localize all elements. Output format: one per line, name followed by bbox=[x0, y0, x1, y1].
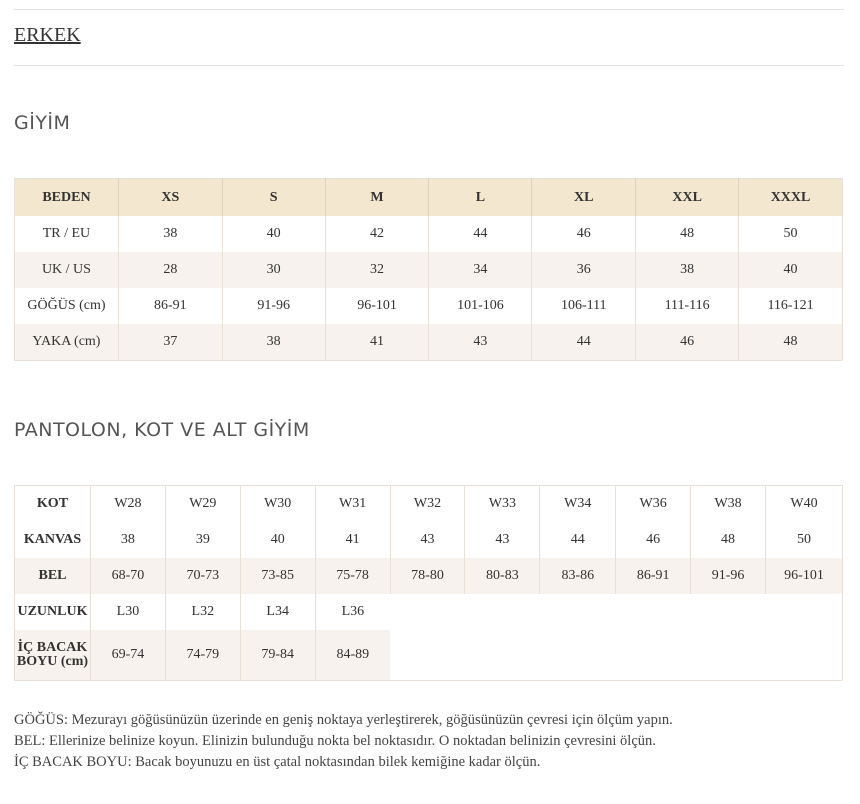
column-header: S bbox=[222, 179, 325, 217]
row-label-line: BOYU (cm) bbox=[16, 654, 89, 669]
table-header-row bbox=[15, 179, 843, 217]
table-cell: 96-101 bbox=[325, 288, 429, 324]
table-cell: 50 bbox=[766, 522, 843, 558]
table-cell: 50 bbox=[739, 216, 843, 252]
column-header: L bbox=[429, 179, 532, 217]
table-cell: 44 bbox=[429, 216, 532, 252]
table-row bbox=[15, 522, 843, 558]
table-cell: W34 bbox=[540, 486, 616, 523]
row-label-line: İÇ BACAK bbox=[17, 640, 88, 655]
table-cell: 30 bbox=[222, 252, 325, 288]
note-line: BEL: Ellerinize belinize koyun. Elinizin bulunduğu nokta bel noktasıdır. O noktadan belinizin çevresini ölçün. bbox=[14, 733, 656, 749]
table-cell: W30 bbox=[240, 486, 315, 523]
table-cell: W36 bbox=[616, 486, 691, 523]
row-label: UK / US bbox=[15, 252, 119, 288]
gender-heading[interactable]: ERKEK bbox=[14, 24, 81, 46]
table-cell: 38 bbox=[222, 324, 325, 361]
table-cell: W28 bbox=[90, 486, 165, 523]
table-row bbox=[15, 558, 843, 594]
pants-section-title: PANTOLON, KOT VE ALT GİYİM bbox=[14, 419, 310, 441]
table-cell: 46 bbox=[636, 324, 739, 361]
column-header: XXL bbox=[636, 179, 739, 217]
table-row bbox=[15, 324, 843, 361]
clothing-size-table bbox=[14, 178, 843, 361]
column-header: XXXL bbox=[739, 179, 843, 217]
table-cell: 43 bbox=[390, 522, 465, 558]
table-row bbox=[15, 252, 843, 288]
table-cell: 32 bbox=[325, 252, 429, 288]
row-label: BEL bbox=[15, 558, 91, 594]
table-cell: 73-85 bbox=[240, 558, 315, 594]
table-cell: 80-83 bbox=[465, 558, 540, 594]
table-cell: 36 bbox=[532, 252, 636, 288]
table-cell: 101-106 bbox=[429, 288, 532, 324]
row-label bbox=[15, 630, 91, 681]
empty-cell bbox=[390, 594, 842, 630]
table-cell: 68-70 bbox=[90, 558, 165, 594]
empty-cell bbox=[390, 630, 842, 681]
column-header: M bbox=[325, 179, 429, 217]
top-divider bbox=[14, 9, 844, 10]
table-cell: 40 bbox=[240, 522, 315, 558]
row-label: GÖĞÜS (cm) bbox=[15, 288, 119, 324]
column-header: XL bbox=[532, 179, 636, 217]
table-cell: 86-91 bbox=[616, 558, 691, 594]
column-header: XS bbox=[118, 179, 222, 217]
table-cell: 37 bbox=[118, 324, 222, 361]
table-cell: 41 bbox=[325, 324, 429, 361]
table-cell: 91-96 bbox=[222, 288, 325, 324]
table-cell: 44 bbox=[532, 324, 636, 361]
table-cell: W38 bbox=[691, 486, 766, 523]
table-cell: 48 bbox=[636, 216, 739, 252]
table-cell: 91-96 bbox=[691, 558, 766, 594]
table-cell: W33 bbox=[465, 486, 540, 523]
table-cell: L36 bbox=[315, 594, 390, 630]
table-cell: L34 bbox=[240, 594, 315, 630]
table-cell: 48 bbox=[739, 324, 843, 361]
table-row bbox=[15, 594, 843, 630]
row-label: TR / EU bbox=[15, 216, 119, 252]
table-cell: 96-101 bbox=[766, 558, 843, 594]
table-cell: 116-121 bbox=[739, 288, 843, 324]
table-cell: 43 bbox=[429, 324, 532, 361]
table-cell: 79-84 bbox=[240, 630, 315, 681]
row-label: UZUNLUK bbox=[15, 594, 91, 630]
clothing-section-title: GİYİM bbox=[14, 112, 71, 134]
table-cell: 48 bbox=[691, 522, 766, 558]
table-cell: L32 bbox=[165, 594, 240, 630]
table-cell: 46 bbox=[616, 522, 691, 558]
header-divider bbox=[14, 65, 844, 66]
table-row bbox=[15, 630, 843, 681]
table-cell: 40 bbox=[222, 216, 325, 252]
table-cell: 42 bbox=[325, 216, 429, 252]
note-line: İÇ BACAK BOYU: Bacak boyunuzu en üst çatal noktasından bilek kemiğine kadar ölçün. bbox=[14, 754, 541, 770]
table-cell: 78-80 bbox=[390, 558, 465, 594]
table-cell: 83-86 bbox=[540, 558, 616, 594]
table-cell: 74-79 bbox=[165, 630, 240, 681]
table-cell: W40 bbox=[766, 486, 843, 523]
table-cell: 84-89 bbox=[315, 630, 390, 681]
table-cell: 75-78 bbox=[315, 558, 390, 594]
table-cell: W31 bbox=[315, 486, 390, 523]
table-row bbox=[15, 216, 843, 252]
table-row bbox=[15, 486, 843, 523]
table-cell: 46 bbox=[532, 216, 636, 252]
table-cell: 86-91 bbox=[118, 288, 222, 324]
table-cell: 38 bbox=[636, 252, 739, 288]
table-cell: W32 bbox=[390, 486, 465, 523]
table-cell: 41 bbox=[315, 522, 390, 558]
table-cell: 43 bbox=[465, 522, 540, 558]
table-cell: 40 bbox=[739, 252, 843, 288]
table-cell: 111-116 bbox=[636, 288, 739, 324]
table-cell: 69-74 bbox=[90, 630, 165, 681]
table-cell: 106-111 bbox=[532, 288, 636, 324]
table-row bbox=[15, 288, 843, 324]
table-cell: W29 bbox=[165, 486, 240, 523]
row-label: KANVAS bbox=[15, 522, 91, 558]
measurement-notes bbox=[14, 710, 673, 773]
column-header: BEDEN bbox=[15, 179, 119, 217]
row-label: KOT bbox=[15, 486, 91, 523]
row-label: YAKA (cm) bbox=[15, 324, 119, 361]
table-cell: 38 bbox=[90, 522, 165, 558]
table-cell: L30 bbox=[90, 594, 165, 630]
table-cell: 39 bbox=[165, 522, 240, 558]
note-line: GÖĞÜS: Mezurayı göğüsünüzün üzerinde en geniş noktaya yerleştirerek, göğüsünüzün çevresi için ölçüm yapın. bbox=[14, 712, 673, 728]
table-cell: 38 bbox=[118, 216, 222, 252]
pants-size-table bbox=[14, 485, 843, 681]
table-cell: 70-73 bbox=[165, 558, 240, 594]
table-cell: 34 bbox=[429, 252, 532, 288]
table-cell: 44 bbox=[540, 522, 616, 558]
table-cell: 28 bbox=[118, 252, 222, 288]
